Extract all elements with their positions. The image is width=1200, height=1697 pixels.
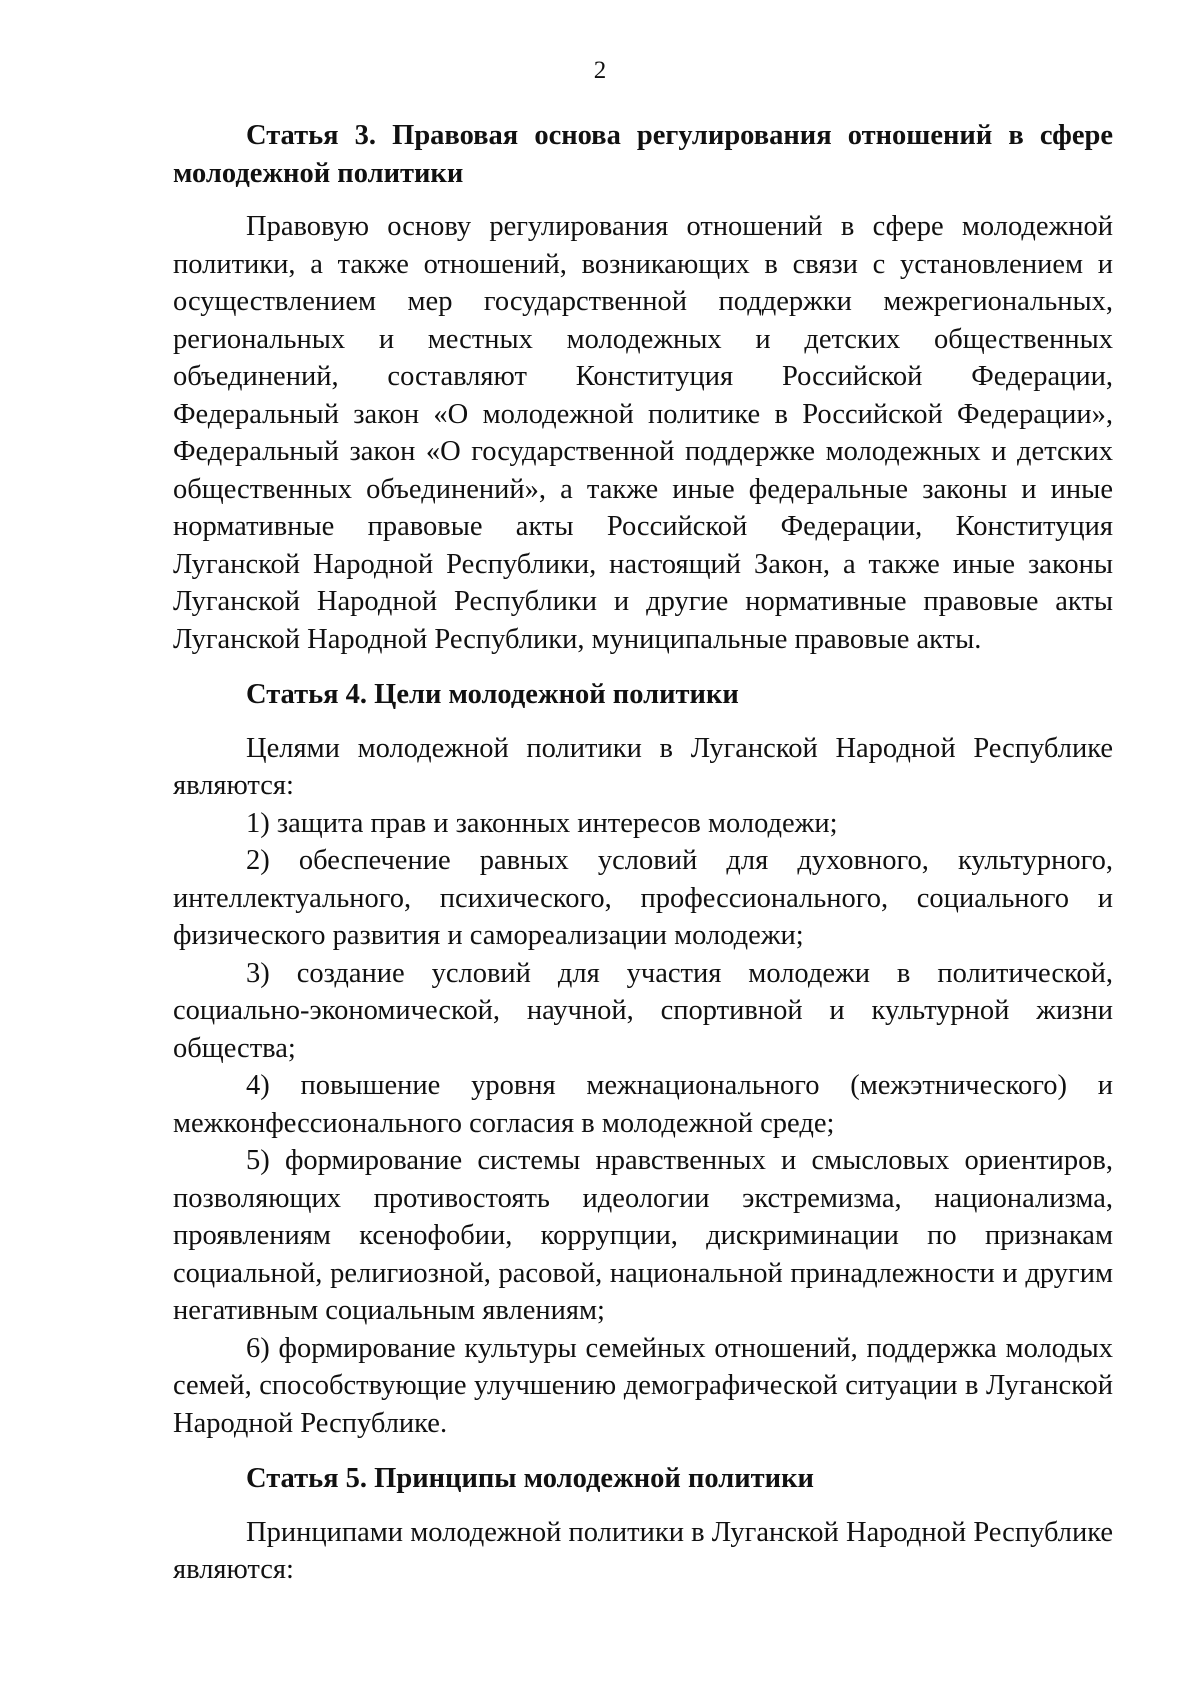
article-4-heading: Статья 4. Цели молодежной политики bbox=[246, 679, 739, 710]
article-4-item-6: 6) формирование культуры семейных отношений, поддержка молодых семей, способствующие улучшению демографической ситуации в Луганской Народной Республике. bbox=[173, 1332, 1113, 1439]
article-4-item-3: 3) создание условий для участия молодежи в политической, социально-экономической, научной, спортивной и культурной жизни общества; bbox=[173, 957, 1113, 1064]
document-body bbox=[173, 117, 1113, 1589]
article-3-heading: Статья 3. Правовая основа регулирования отношений в сфере молодежной политики bbox=[173, 120, 1113, 189]
article-3-text: Правовую основу регулирования отношений в сфере молодежной политики, а также отношений, возникающих в связи с установлением и осуществлением мер государственной поддержки межрегиональных, региональных и местных молодежных и детских общественных объединений, составляют Конституция Российской Федерации, Федеральный закон «О молодежной политике в Российской Федерации», Федеральный закон «О государственной поддержке молодежных и детских общественных объединений», а также иные федеральные законы и иные нормативные правовые акты Российской Федерации, Конституция Луганской Народной Республики, настоящий Закон, а также иные законы Луганской Народной Республики и другие нормативные правовые акты Луганской Народной Республики, муниципальные правовые акты. bbox=[173, 211, 1113, 655]
article-4-item-1: 1) защита прав и законных интересов молодежи; bbox=[246, 807, 838, 839]
article-4-item-2: 2) обеспечение равных условий для духовного, культурного, интеллектуального, психического, профессионального, социального и физического развития и самореализации молодежи; bbox=[173, 845, 1113, 951]
page-number: 2 bbox=[593, 57, 607, 84]
article-4-item-5: 5) формирование системы нравственных и смысловых ориентиров, позволяющих противостоять идеологии экстремизма, национализма, проявлениям ксенофобии, коррупции, дискриминации по признакам социальной, религиозной, расовой, национальной принадлежности и другим негативным социальным явлениям; bbox=[173, 1145, 1113, 1326]
article-4-item-4: 4) повышение уровня межнационального (межэтнического) и межконфессионального согласия в молодежной среде; bbox=[173, 1070, 1113, 1139]
article-5-heading: Статья 5. Принципы молодежной политики bbox=[246, 1463, 814, 1494]
article-5-intro: Принципами молодежной политики в Луганской Народной Республике являются: bbox=[173, 1516, 1113, 1585]
article-4-intro: Целями молодежной политики в Луганской Народной Республике являются: bbox=[173, 732, 1113, 801]
